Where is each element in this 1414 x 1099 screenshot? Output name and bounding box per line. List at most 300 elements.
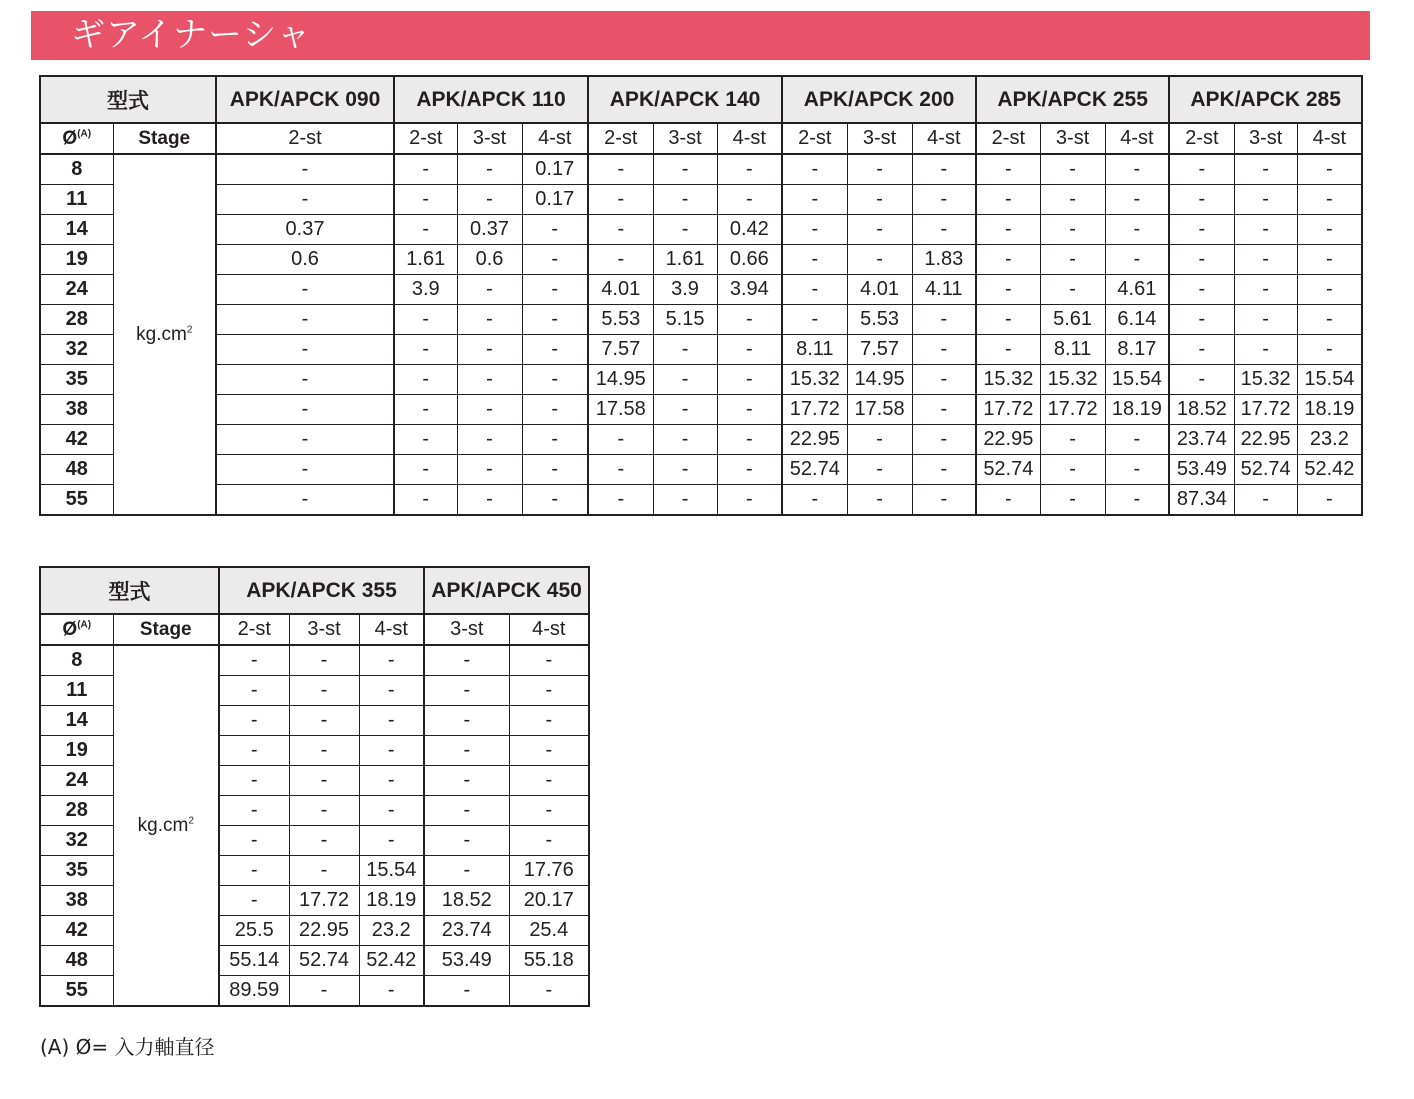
inertia-value: - [522, 275, 588, 305]
inertia-value: - [394, 335, 457, 365]
inertia-value: 3.9 [653, 275, 717, 305]
inertia-value: - [509, 826, 589, 856]
inertia-value: - [457, 335, 522, 365]
stage-header: 4-st [1297, 123, 1362, 154]
stage-header: 3-st [1234, 123, 1297, 154]
inertia-value: - [1040, 275, 1105, 305]
bore-size: 19 [40, 736, 113, 766]
inertia-value: 0.17 [522, 185, 588, 215]
inertia-value: - [588, 185, 653, 215]
table-row [40, 245, 1362, 275]
stage-header: 4-st [717, 123, 782, 154]
bore-size: 24 [40, 766, 113, 796]
inertia-value: - [1234, 335, 1297, 365]
inertia-value: - [216, 425, 394, 455]
inertia-value: - [216, 395, 394, 425]
inertia-value: - [1169, 245, 1234, 275]
inertia-value: - [976, 275, 1040, 305]
inertia-value: - [1105, 245, 1169, 275]
inertia-value: 15.54 [1105, 365, 1169, 395]
bore-size: 19 [40, 245, 113, 275]
inertia-value: - [1297, 245, 1362, 275]
inertia-value: - [394, 305, 457, 335]
inertia-value: - [1169, 154, 1234, 185]
inertia-value: - [717, 365, 782, 395]
inertia-value: 23.74 [424, 916, 509, 946]
inertia-value: - [912, 395, 976, 425]
inertia-value: - [457, 395, 522, 425]
inertia-value: - [1169, 185, 1234, 215]
inertia-value: - [847, 425, 912, 455]
inertia-value: - [912, 335, 976, 365]
inertia-value: 14.95 [588, 365, 653, 395]
inertia-value: - [653, 395, 717, 425]
inertia-value: - [653, 365, 717, 395]
stage-header-row [40, 123, 1362, 154]
inertia-value: 8.17 [1105, 335, 1169, 365]
inertia-value: 20.17 [509, 886, 589, 916]
unit-exponent: 2 [188, 815, 194, 827]
inertia-value: 0.37 [457, 215, 522, 245]
table-row [40, 335, 1362, 365]
stage-header: 4-st [912, 123, 976, 154]
bore-diameter-label [40, 614, 113, 645]
bore-size: 42 [40, 916, 113, 946]
bore-size: 24 [40, 275, 113, 305]
inertia-value: - [912, 425, 976, 455]
inertia-value: - [847, 185, 912, 215]
bore-size: 32 [40, 826, 113, 856]
inertia-value: 8.11 [1040, 335, 1105, 365]
inertia-value: - [588, 245, 653, 275]
inertia-value: - [424, 676, 509, 706]
stage-label: Stage [113, 123, 216, 154]
inertia-value: 1.61 [394, 245, 457, 275]
inertia-value: - [588, 154, 653, 185]
inertia-value: - [522, 245, 588, 275]
inertia-value: 1.83 [912, 245, 976, 275]
inertia-value: - [522, 425, 588, 455]
inertia-value: - [289, 976, 359, 1007]
bore-size: 14 [40, 706, 113, 736]
inertia-value: 7.57 [847, 335, 912, 365]
model-name: APK/APCK 255 [976, 76, 1169, 123]
inertia-value: - [509, 676, 589, 706]
inertia-value: 5.61 [1040, 305, 1105, 335]
inertia-value: - [359, 826, 424, 856]
inertia-value: 18.52 [424, 886, 509, 916]
bore-diameter-label [40, 123, 113, 154]
inertia-value: - [717, 154, 782, 185]
stage-header: 2-st [394, 123, 457, 154]
table-row [40, 395, 1362, 425]
inertia-value: - [394, 154, 457, 185]
inertia-value: - [219, 796, 289, 826]
model-name: APK/APCK 110 [394, 76, 588, 123]
inertia-value: - [289, 766, 359, 796]
inertia-value: - [1040, 245, 1105, 275]
inertia-value: - [522, 305, 588, 335]
inertia-table-2 [39, 566, 590, 1007]
table-row [40, 185, 1362, 215]
inertia-value: 17.72 [289, 886, 359, 916]
table-row [40, 485, 1362, 516]
inertia-value: - [509, 645, 589, 676]
inertia-value: - [359, 645, 424, 676]
inertia-value: - [717, 485, 782, 516]
inertia-value: - [976, 335, 1040, 365]
inertia-value: - [457, 185, 522, 215]
inertia-value: - [1105, 185, 1169, 215]
inertia-value: - [457, 485, 522, 516]
phi-footnote-mark: (A) [77, 619, 92, 631]
inertia-value: - [359, 766, 424, 796]
inertia-value: - [1105, 215, 1169, 245]
inertia-value: - [1040, 154, 1105, 185]
inertia-value: - [588, 425, 653, 455]
stage-label: Stage [113, 614, 219, 645]
phi-symbol: Ø [62, 127, 78, 149]
inertia-value: - [219, 676, 289, 706]
bore-size: 48 [40, 455, 113, 485]
inertia-value: - [216, 335, 394, 365]
table-row [40, 455, 1362, 485]
stage-header: 3-st [1040, 123, 1105, 154]
inertia-value: 0.6 [457, 245, 522, 275]
bore-size: 48 [40, 946, 113, 976]
inertia-value: - [424, 766, 509, 796]
model-type-label: 型式 [40, 567, 219, 614]
unit-cell [113, 645, 219, 1006]
inertia-value: - [1234, 485, 1297, 516]
inertia-value: - [588, 215, 653, 245]
bore-size: 11 [40, 185, 113, 215]
inertia-value: - [289, 856, 359, 886]
inertia-value: - [509, 766, 589, 796]
inertia-value: 17.76 [509, 856, 589, 886]
inertia-value: - [1105, 425, 1169, 455]
bore-size: 8 [40, 154, 113, 185]
inertia-value: 25.4 [509, 916, 589, 946]
inertia-value: - [717, 185, 782, 215]
inertia-value: - [522, 215, 588, 245]
inertia-value: - [457, 305, 522, 335]
inertia-value: - [1169, 335, 1234, 365]
inertia-value: - [1169, 365, 1234, 395]
inertia-value: 0.6 [216, 245, 394, 275]
inertia-value: - [912, 305, 976, 335]
bore-size: 42 [40, 425, 113, 455]
inertia-value: - [847, 455, 912, 485]
inertia-value: - [424, 976, 509, 1007]
bore-size: 38 [40, 886, 113, 916]
inertia-value: - [216, 275, 394, 305]
bore-size: 55 [40, 976, 113, 1007]
inertia-value: - [653, 335, 717, 365]
title-banner [31, 11, 1370, 60]
inertia-value: - [912, 215, 976, 245]
inertia-value: - [847, 485, 912, 516]
inertia-value: 17.72 [1040, 395, 1105, 425]
inertia-value: - [653, 455, 717, 485]
inertia-value: - [1234, 275, 1297, 305]
table-row [40, 275, 1362, 305]
inertia-value: 55.14 [219, 946, 289, 976]
stage-header: 4-st [359, 614, 424, 645]
table-row [40, 154, 1362, 185]
inertia-value: - [782, 485, 847, 516]
stage-header: 3-st [847, 123, 912, 154]
inertia-value: 0.37 [216, 215, 394, 245]
stage-header: 2-st [219, 614, 289, 645]
stage-header: 2-st [588, 123, 653, 154]
inertia-value: 8.11 [782, 335, 847, 365]
inertia-value: - [1297, 185, 1362, 215]
inertia-value: - [1234, 154, 1297, 185]
inertia-value: - [1105, 455, 1169, 485]
stage-header: 2-st [216, 123, 394, 154]
inertia-value: 3.9 [394, 275, 457, 305]
inertia-value: - [394, 455, 457, 485]
inertia-value: - [216, 305, 394, 335]
inertia-value: - [219, 826, 289, 856]
phi-footnote-mark: (A) [77, 128, 92, 140]
inertia-value: - [394, 215, 457, 245]
model-name: APK/APCK 355 [219, 567, 424, 614]
inertia-value: - [976, 245, 1040, 275]
inertia-value: 22.95 [1234, 425, 1297, 455]
stage-header: 3-st [424, 614, 509, 645]
inertia-value: - [522, 455, 588, 485]
inertia-value: 18.52 [1169, 395, 1234, 425]
inertia-value: - [1040, 215, 1105, 245]
model-name: APK/APCK 090 [216, 76, 394, 123]
inertia-value: - [847, 215, 912, 245]
inertia-value: - [1234, 185, 1297, 215]
phi-symbol: Ø [62, 618, 78, 640]
model-name: APK/APCK 285 [1169, 76, 1362, 123]
inertia-value: - [359, 976, 424, 1007]
inertia-value: 52.74 [976, 455, 1040, 485]
inertia-value: - [289, 645, 359, 676]
inertia-value: - [359, 676, 424, 706]
stage-header: 2-st [976, 123, 1040, 154]
inertia-value: - [782, 275, 847, 305]
inertia-table-1 [39, 75, 1363, 516]
table-row [40, 365, 1362, 395]
inertia-value: 52.74 [782, 455, 847, 485]
inertia-value: 1.61 [653, 245, 717, 275]
inertia-value: - [216, 455, 394, 485]
inertia-value: - [1169, 305, 1234, 335]
inertia-value: - [588, 485, 653, 516]
bore-size: 55 [40, 485, 113, 516]
inertia-value: - [457, 455, 522, 485]
inertia-value: - [522, 485, 588, 516]
inertia-value: - [1297, 275, 1362, 305]
unit-label: kg.cm [137, 814, 189, 836]
inertia-value: - [782, 154, 847, 185]
inertia-value: - [653, 154, 717, 185]
inertia-value: - [1234, 305, 1297, 335]
inertia-value: - [457, 425, 522, 455]
inertia-value: - [219, 645, 289, 676]
stage-header: 4-st [522, 123, 588, 154]
inertia-value: - [394, 395, 457, 425]
inertia-value: 5.53 [588, 305, 653, 335]
inertia-value: - [976, 154, 1040, 185]
inertia-value: - [359, 706, 424, 736]
inertia-value: - [394, 425, 457, 455]
inertia-value: - [394, 185, 457, 215]
inertia-value: 52.74 [1234, 455, 1297, 485]
inertia-value: - [219, 766, 289, 796]
inertia-value: 14.95 [847, 365, 912, 395]
inertia-value: 23.2 [359, 916, 424, 946]
inertia-value: - [522, 335, 588, 365]
inertia-value: 17.72 [976, 395, 1040, 425]
inertia-value: - [912, 455, 976, 485]
inertia-value: - [653, 215, 717, 245]
table-row [40, 425, 1362, 455]
inertia-value: - [289, 706, 359, 736]
inertia-value: - [509, 976, 589, 1007]
inertia-value: - [976, 215, 1040, 245]
inertia-value: 7.57 [588, 335, 653, 365]
inertia-value: 4.01 [847, 275, 912, 305]
stage-header: 3-st [457, 123, 522, 154]
inertia-value: - [424, 736, 509, 766]
footnote: (A) Ø= 入力軸直径 [40, 1035, 215, 1059]
table-row [40, 215, 1362, 245]
inertia-value: - [1297, 335, 1362, 365]
inertia-value: - [394, 365, 457, 395]
inertia-value: 22.95 [976, 425, 1040, 455]
inertia-value: - [219, 886, 289, 916]
inertia-value: - [782, 245, 847, 275]
inertia-value: - [509, 736, 589, 766]
inertia-value: 23.74 [1169, 425, 1234, 455]
inertia-value: 15.54 [359, 856, 424, 886]
unit-cell [113, 154, 216, 515]
bore-size: 8 [40, 645, 113, 676]
inertia-value: 89.59 [219, 976, 289, 1007]
inertia-value: - [424, 796, 509, 826]
inertia-value: 18.19 [1297, 395, 1362, 425]
inertia-value: - [912, 485, 976, 516]
inertia-value: - [424, 645, 509, 676]
model-header-row [40, 76, 1362, 123]
inertia-value: - [1040, 455, 1105, 485]
inertia-value: - [976, 305, 1040, 335]
inertia-value: 15.32 [1040, 365, 1105, 395]
inertia-value: - [1297, 215, 1362, 245]
inertia-value: - [289, 736, 359, 766]
inertia-value: - [717, 305, 782, 335]
inertia-value: 18.19 [359, 886, 424, 916]
inertia-value: - [1169, 275, 1234, 305]
inertia-value: - [1297, 154, 1362, 185]
inertia-value: 17.58 [588, 395, 653, 425]
inertia-value: - [588, 455, 653, 485]
stage-header: 3-st [289, 614, 359, 645]
inertia-value: - [289, 676, 359, 706]
bore-size: 38 [40, 395, 113, 425]
table-row [40, 645, 589, 676]
inertia-value: 18.19 [1105, 395, 1169, 425]
inertia-value: 52.42 [1297, 455, 1362, 485]
inertia-value: 53.49 [1169, 455, 1234, 485]
inertia-value: 5.15 [653, 305, 717, 335]
stage-header: 4-st [1105, 123, 1169, 154]
inertia-value: - [289, 826, 359, 856]
inertia-value: - [782, 185, 847, 215]
inertia-value: - [717, 425, 782, 455]
inertia-value: - [1234, 215, 1297, 245]
inertia-value: 15.54 [1297, 365, 1362, 395]
bore-size: 28 [40, 796, 113, 826]
inertia-value: 22.95 [289, 916, 359, 946]
inertia-value: - [359, 736, 424, 766]
inertia-value: 52.42 [359, 946, 424, 976]
model-header-row [40, 567, 589, 614]
model-name: APK/APCK 200 [782, 76, 976, 123]
inertia-value: - [219, 856, 289, 886]
inertia-value: 23.2 [1297, 425, 1362, 455]
inertia-value: - [216, 485, 394, 516]
bore-size: 11 [40, 676, 113, 706]
bore-size: 28 [40, 305, 113, 335]
inertia-value: - [216, 365, 394, 395]
unit-label: kg.cm [136, 323, 187, 345]
stage-header: 2-st [782, 123, 847, 154]
inertia-value: - [1105, 154, 1169, 185]
inertia-value: - [216, 154, 394, 185]
inertia-value: 3.94 [717, 275, 782, 305]
inertia-value: - [424, 826, 509, 856]
inertia-value: - [653, 185, 717, 215]
inertia-value: - [522, 395, 588, 425]
inertia-value: - [509, 796, 589, 826]
inertia-value: - [216, 185, 394, 215]
inertia-value: 87.34 [1169, 485, 1234, 516]
inertia-value: - [1105, 485, 1169, 516]
inertia-value: 0.17 [522, 154, 588, 185]
inertia-value: - [1169, 215, 1234, 245]
inertia-value: 0.42 [717, 215, 782, 245]
inertia-value: 15.32 [976, 365, 1040, 395]
stage-header: 4-st [509, 614, 589, 645]
stage-header: 3-st [653, 123, 717, 154]
inertia-value: - [509, 706, 589, 736]
inertia-value: - [522, 365, 588, 395]
table-row [40, 305, 1362, 335]
bore-size: 32 [40, 335, 113, 365]
inertia-value: - [847, 245, 912, 275]
inertia-value: 15.32 [1234, 365, 1297, 395]
inertia-value: - [359, 796, 424, 826]
page-title: ギアイナーシャ [71, 15, 312, 55]
inertia-value: - [653, 425, 717, 455]
inertia-value: - [1040, 485, 1105, 516]
inertia-value: - [457, 275, 522, 305]
inertia-value: - [457, 154, 522, 185]
inertia-value: - [219, 706, 289, 736]
inertia-value: 4.01 [588, 275, 653, 305]
model-name: APK/APCK 450 [424, 567, 589, 614]
stage-header-row [40, 614, 589, 645]
model-name: APK/APCK 140 [588, 76, 782, 123]
